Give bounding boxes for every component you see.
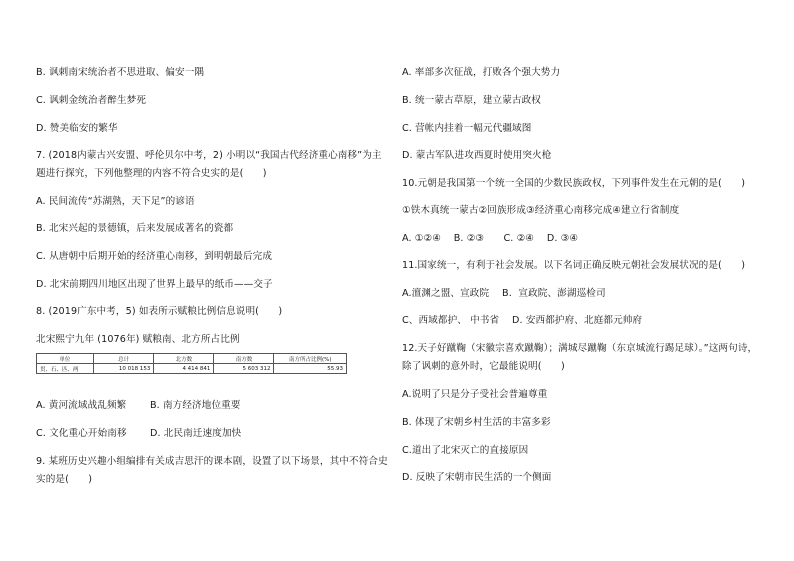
q10-stem: 10.元朝是我国第一个统一全国的少数民族政权，下列事件发生在元朝的是( ) xyxy=(402,178,746,189)
q12-option-a: A.说明了只是分子受社会普遍尊重 xyxy=(402,389,548,400)
table-cell: 55.93 xyxy=(274,364,347,374)
q7-stem-line1: 7. (2018内蒙古兴安盟、呼伦贝尔中考，2) 小明以“我国古代经济重心南移”为主 xyxy=(36,150,382,161)
q7-stem-line2: 题进行探究，下列他整理的内容不符合史实的是( ) xyxy=(36,168,267,179)
q8-option-b: B. 南方经济地位重要 xyxy=(150,400,241,411)
q7-option-d: D. 北宋前期四川地区出现了世界上最早的纸币——交子 xyxy=(36,279,273,290)
q7-option-a: A. 民间流传“苏湖熟，天下足”的谚语 xyxy=(36,196,195,207)
q8-stem: 8. (2019广东中考，5) 如表所示赋粮比例信息说明( ) xyxy=(36,306,283,317)
table-cell: 10 018 153 xyxy=(93,364,154,374)
table-header-cell: 总计 xyxy=(93,354,154,364)
q6-option-b: B. 讽刺南宋统治者不思进取、偏安一隅 xyxy=(36,67,205,78)
table-header-cell: 南方所占比例(%) xyxy=(274,354,347,364)
q10-items: ①铁木真统一蒙古②回族形成③经济重心南移完成④建立行省制度 xyxy=(402,205,680,216)
table-cell: 4 414 841 xyxy=(154,364,214,374)
q7-option-b: B. 北宋兴起的景德镇，后来发展成著名的瓷都 xyxy=(36,223,234,234)
q7-option-c: C. 从唐朝中后期开始的经济重心南移，到明朝最后完成 xyxy=(36,251,273,262)
q12-stem-line2: 除了讽刺的意外时，它最能说明( ) xyxy=(402,361,565,372)
q8-table-caption: 北宋熙宁九年 (1076年) 赋粮南、北方所占比例 xyxy=(36,334,240,345)
q10-options: A. ①②④ B. ②③ C. ②④ D. ③④ xyxy=(402,233,579,244)
q11-options-ab: A.澶渊之盟、宣政院 B．宣政院、澎湖巡检司 xyxy=(402,288,606,299)
q9-stem-line2: 实的是( ) xyxy=(36,474,93,485)
q12-option-c: C.道出了北宋灭亡的直接原因 xyxy=(402,445,529,456)
q9-option-d: D. 蒙古军队进攻西夏时使用突火枪 xyxy=(402,150,552,161)
q9-option-c: C. 营帐内挂着一幅元代疆域图 xyxy=(402,123,532,134)
table-row xyxy=(37,364,347,374)
q6-option-c: C. 讽刺金统治者醉生梦死 xyxy=(36,95,147,106)
q8-option-c: C. 文化重心开始南移 xyxy=(36,428,127,439)
q11-options-cd: C、西域都护、 中书省 D. 安西都护府、北庭都元帅府 xyxy=(402,315,643,326)
table-header-cell: 南方数 xyxy=(214,354,274,364)
q9-stem-line1: 9. 某班历史兴趣小组编排有关成吉思汗的课本剧，设置了以下场景，其中不符合史 xyxy=(36,456,388,467)
tax-ratio-table xyxy=(36,353,347,374)
q12-option-b: B. 体现了宋朝乡村生活的丰富多彩 xyxy=(402,417,551,428)
table-header-cell: 单位 xyxy=(37,354,94,364)
q9-option-b: B. 统一蒙古草原，建立蒙古政权 xyxy=(402,95,541,106)
q12-option-d: D. 反映了宋朝市民生活的一个侧面 xyxy=(402,472,552,483)
q6-option-d: D. 赞美临安的繁华 xyxy=(36,123,118,134)
table-header-cell: 北方数 xyxy=(154,354,214,364)
table-header-row xyxy=(37,354,347,364)
q12-stem-line1: 12.天子好蹴鞠（宋徽宗喜欢蹴鞠）；满城尽蹴鞠（东京城流行踢足球）。”这两句诗， xyxy=(402,343,758,354)
q8-option-d: D. 北民南迁速度加快 xyxy=(150,428,242,439)
q11-stem: 11.国家统一，有利于社会发展。以下名词正确反映元朝社会发展状况的是( ) xyxy=(402,260,746,271)
table-cell: 贯、石、匹、两 xyxy=(37,364,94,374)
q8-option-a: A. 黄河流域战乱频繁 xyxy=(36,400,127,411)
q9-option-a: A. 率部多次征战，打败各个强大势力 xyxy=(402,67,561,78)
table-cell: 5 603 312 xyxy=(214,364,274,374)
